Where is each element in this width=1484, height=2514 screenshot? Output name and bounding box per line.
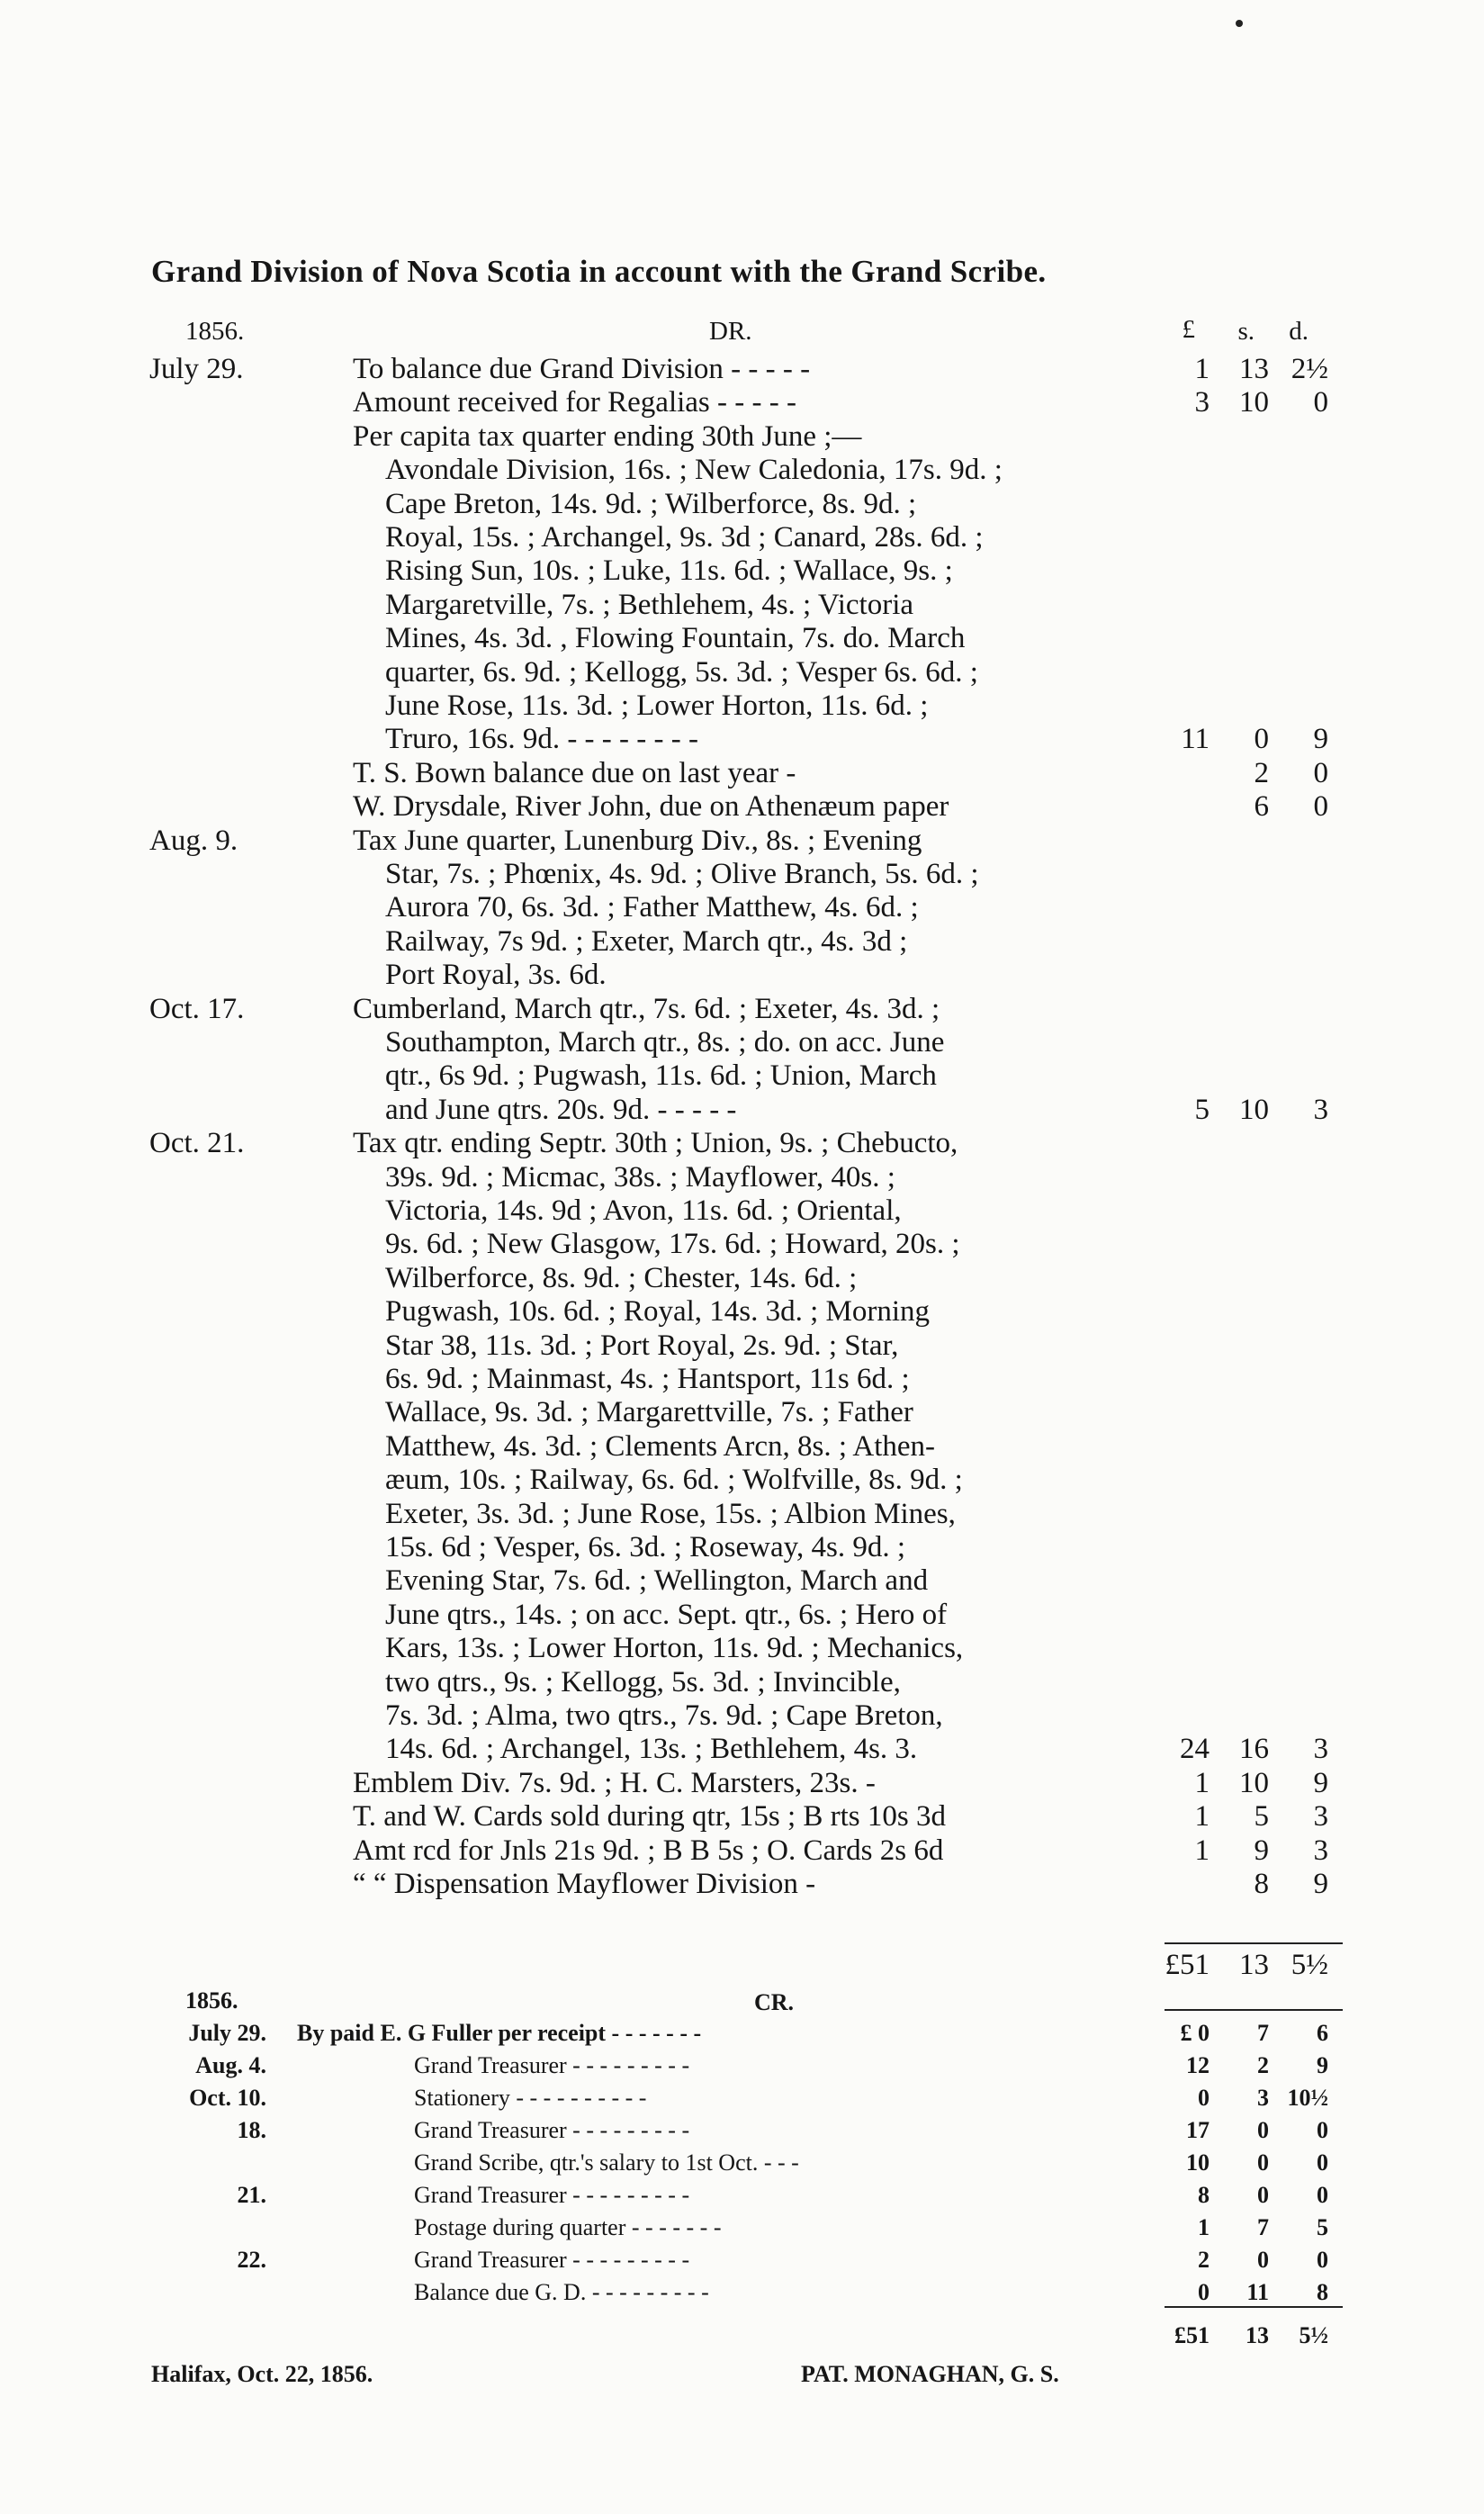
dr-entry-text-line: Port Royal, 3s. 6d. (385, 959, 607, 992)
dr-entry-text-line: 6s. 9d. ; Mainmast, 4s. ; Hantsport, 11s 6d. ; (385, 1363, 910, 1395)
dr-entry-date: Oct. 21. (149, 1127, 245, 1160)
dr-entry-text-line: June qtrs., 14s. ; on acc. Sept. qtr., 6s. ; Hero of (385, 1598, 948, 1631)
dr-amount-pence: 3 (1313, 1093, 1328, 1126)
cr-entry-text: Grand Treasurer - - - - - - - - - (414, 2117, 690, 2143)
dr-entry-text-line: 9s. 6d. ; New Glasgow, 17s. 6d. ; Howard, 20s. ; (385, 1228, 960, 1261)
cr-entry-text: Grand Treasurer - - - - - - - - - (414, 2182, 690, 2208)
dr-entry-text-line: Victoria, 14s. 9d ; Avon, 11s. 6d. ; Oriental, (385, 1194, 902, 1227)
dr-entry-text-line: Tax June quarter, Lunenburg Div., 8s. ; Evening (353, 824, 922, 857)
dr-entry-text-line: Avondale Division, 16s. ; New Caledonia, 17s. 9d. ; (385, 454, 1003, 487)
dr-entry-text-line: Kars, 13s. ; Lower Horton, 11s. 9d. ; Mechanics, (385, 1632, 964, 1665)
pence-column-header: d. (1289, 317, 1309, 346)
dr-amount-shillings: 5 (1254, 1800, 1269, 1834)
dr-amount-pence: 3 (1313, 1800, 1328, 1834)
dr-entry-text-line: Cumberland, March qtr., 7s. 6d. ; Exeter, 4s. 3d. ; (353, 992, 940, 1025)
cr-year: 1856. (185, 1987, 238, 2014)
cr-top-rule (1165, 2009, 1343, 2011)
cr-total-shillings: 13 (1246, 2322, 1269, 2348)
dr-entry-text-line: Truro, 16s. 9d. - - - - - - - - (385, 723, 698, 756)
cr-entry-text: Postage during quarter - - - - - - - (414, 2214, 722, 2240)
dr-entry-text-line: Aurora 70, 6s. 3d. ; Father Matthew, 4s. 6d. ; (385, 891, 919, 924)
dr-amount-pence: 9 (1313, 1868, 1328, 1900)
dr-entry-text-line: Emblem Div. 7s. 9d. ; H. C. Marsters, 23s. - (353, 1766, 876, 1799)
dr-amount-pence: 3 (1313, 1834, 1328, 1867)
dr-amount-pounds: 1 (1194, 1834, 1210, 1867)
cr-amount-pounds: 8 (1198, 2182, 1210, 2208)
account-title: Grand Division of Nova Scotia in account with the Grand Scribe. (151, 254, 1047, 289)
cr-amount-pounds: 12 (1186, 2052, 1210, 2078)
dr-amount-pence: 0 (1313, 756, 1328, 789)
dr-entry-text-line: Amt rcd for Jnls 21s 9d. ; B B 5s ; O. Cards 2s 6d (353, 1834, 944, 1867)
dr-entry-text-line: æum, 10s. ; Railway, 6s. 6d. ; Wolfville, 8s. 9d. ; (385, 1464, 963, 1497)
cr-entry-text: Grand Treasurer - - - - - - - - - (414, 2052, 690, 2078)
cr-amount-pence: 0 (1317, 2117, 1328, 2143)
cr-amount-pounds: 0 (1198, 2085, 1210, 2111)
dr-amount-pounds: 5 (1194, 1093, 1210, 1126)
dr-entry-text-line: Evening Star, 7s. 6d. ; Wellington, March and (385, 1564, 929, 1598)
cr-amount-pence: 6 (1317, 2020, 1328, 2046)
dr-entry-date: Aug. 9. (149, 824, 238, 857)
cr-amount-pounds: 10 (1186, 2149, 1210, 2176)
dr-entry-text-line: Per capita tax quarter ending 30th June ;— (353, 419, 862, 453)
cr-amount-shillings: 7 (1257, 2214, 1269, 2240)
cr-amount-pounds: 1 (1198, 2214, 1210, 2240)
dr-entry-text-line: Star, 7s. ; Phœnix, 4s. 9d. ; Olive Branch, 5s. 6d. ; (385, 858, 979, 890)
dr-entry-text-line: 14s. 6d. ; Archangel, 13s. ; Bethlehem, 4s. 3. (385, 1733, 918, 1766)
dr-amount-pounds: 1 (1194, 1766, 1210, 1799)
cr-amount-pence: 8 (1317, 2279, 1328, 2305)
dr-entry-text-line: Railway, 7s 9d. ; Exeter, March qtr., 4s. 3d ; (385, 924, 908, 958)
cr-amount-pounds: 0 (1198, 2279, 1210, 2305)
dr-total-rule (1165, 1942, 1343, 1944)
cr-entry-text: By paid E. G Fuller per receipt - - - - - - - (297, 2020, 702, 2046)
dr-amount-shillings: 16 (1239, 1733, 1269, 1766)
dr-amount-pence: 0 (1313, 386, 1328, 419)
cr-entry-date: Oct. 10. (189, 2085, 266, 2111)
dr-amount-pence: 2½ (1291, 353, 1328, 385)
dr-entry-text-line: T. S. Bown balance due on last year - (353, 756, 796, 789)
cr-amount-shillings: 2 (1257, 2052, 1269, 2078)
cr-total-pence: 5½ (1299, 2322, 1328, 2348)
dr-total-pence: 5½ (1291, 1949, 1328, 1981)
dr-entry-text-line: Rising Sun, 10s. ; Luke, 11s. 6d. ; Wallace, 9s. ; (385, 554, 953, 588)
dr-entry-text-line: Cape Breton, 14s. 9d. ; Wilberforce, 8s. 9d. ; (385, 487, 917, 520)
cr-amount-shillings: 3 (1257, 2085, 1269, 2111)
dr-entry-text-line: Pugwash, 10s. 6d. ; Royal, 14s. 3d. ; Morning (385, 1295, 931, 1329)
cr-amount-shillings: 0 (1257, 2182, 1269, 2208)
dr-amount-shillings: 9 (1254, 1834, 1269, 1867)
dr-entry-text-line: quarter, 6s. 9d. ; Kellogg, 5s. 3d. ; Vesper 6s. 6d. ; (385, 655, 978, 689)
cr-amount-shillings: 7 (1257, 2020, 1269, 2046)
dr-entry-text-line: Margaretville, 7s. ; Bethlehem, 4s. ; Victoria (385, 588, 914, 621)
dr-entry-text-line: Wilberforce, 8s. 9d. ; Chester, 14s. 6d. ; (385, 1261, 858, 1294)
dr-amount-pence: 9 (1313, 1766, 1328, 1799)
dr-total-shillings: 13 (1239, 1949, 1269, 1981)
dr-year: 1856. (185, 317, 245, 346)
dr-amount-pence: 3 (1313, 1733, 1328, 1766)
dr-amount-shillings: 10 (1239, 1766, 1269, 1799)
cr-entry-text: Stationery - - - - - - - - - - (414, 2085, 647, 2111)
dr-amount-shillings: 2 (1254, 756, 1269, 789)
dr-entry-text-line: June Rose, 11s. 3d. ; Lower Horton, 11s. 6d. ; (385, 689, 929, 722)
dr-entry-text-line: Exeter, 3s. 3d. ; June Rose, 15s. ; Albion Mines, (385, 1497, 956, 1530)
cr-entry-date: 21. (237, 2182, 266, 2208)
dr-amount-pounds: 11 (1181, 723, 1210, 756)
dr-entry-text-line: Star 38, 11s. 3d. ; Port Royal, 2s. 9d. ; Star, (385, 1329, 899, 1362)
dr-amount-pounds: 1 (1194, 353, 1210, 385)
cr-amount-shillings: 0 (1257, 2247, 1269, 2273)
dr-amount-pence: 0 (1313, 790, 1328, 824)
signature: PAT. MONAGHAN, G. S. (801, 2361, 1059, 2387)
cr-entry-date: Aug. 4. (195, 2052, 266, 2078)
dr-entry-text-line: W. Drysdale, River John, due on Athenæum paper (353, 790, 949, 824)
dr-entry-text-line: T. and W. Cards sold during qtr, 15s ; B rts 10s 3d (353, 1800, 946, 1834)
dr-heading: DR. (709, 317, 752, 346)
dr-entry-text-line: Royal, 15s. ; Archangel, 9s. 3d ; Canard, 28s. 6d. ; (385, 521, 984, 554)
ink-speck (1236, 20, 1243, 27)
cr-total-rule (1165, 2306, 1343, 2308)
dr-amount-pounds: 24 (1180, 1733, 1210, 1766)
cr-amount-pence: 9 (1317, 2052, 1328, 2078)
cr-entry-text: Balance due G. D. - - - - - - - - - (414, 2279, 709, 2305)
dr-amount-shillings: 10 (1239, 386, 1269, 419)
dr-entry-date: Oct. 17. (149, 992, 245, 1025)
cr-amount-pence: 0 (1317, 2149, 1328, 2176)
cr-total-pounds: £51 (1174, 2322, 1210, 2348)
dr-amount-pounds: 3 (1194, 386, 1210, 419)
cr-amount-pounds: £ 0 (1180, 2020, 1210, 2046)
cr-entry-date: July 29. (188, 2020, 266, 2046)
dr-entry-text-line: Wallace, 9s. 3d. ; Margarettville, 7s. ; Father (385, 1396, 913, 1429)
dr-entry-text-line: Matthew, 4s. 3d. ; Clements Arcn, 8s. ; Athen- (385, 1429, 936, 1463)
dr-entry-text-line: 15s. 6d ; Vesper, 6s. 3d. ; Roseway, 4s. 9d. ; (385, 1531, 905, 1563)
cr-amount-pence: 10½ (1287, 2085, 1328, 2111)
cr-entry-text: Grand Treasurer - - - - - - - - - (414, 2247, 690, 2273)
dr-entry-text-line: Southampton, March qtr., 8s. ; do. on acc. June (385, 1026, 945, 1059)
cr-amount-shillings: 0 (1257, 2149, 1269, 2176)
dr-amount-shillings: 6 (1254, 790, 1269, 824)
cr-amount-pence: 0 (1317, 2182, 1328, 2208)
dr-entry-text-line: Mines, 4s. 3d. , Flowing Fountain, 7s. do. March (385, 622, 966, 655)
dr-entry-text-line: and June qtrs. 20s. 9d. - - - - - (385, 1093, 737, 1126)
dr-amount-shillings: 10 (1239, 1093, 1269, 1126)
cr-amount-shillings: 0 (1257, 2117, 1269, 2143)
dr-amount-shillings: 8 (1254, 1868, 1269, 1900)
dr-amount-shillings: 0 (1254, 723, 1269, 756)
cr-amount-pounds: 17 (1186, 2117, 1210, 2143)
cr-amount-shillings: 11 (1246, 2279, 1269, 2305)
dr-amount-pounds: 1 (1194, 1800, 1210, 1834)
cr-amount-pounds: 2 (1198, 2247, 1210, 2273)
dr-entry-text-line: Amount received for Regalias - - - - - (353, 386, 796, 419)
cr-amount-pence: 0 (1317, 2247, 1328, 2273)
cr-entry-date: 18. (237, 2117, 266, 2143)
dr-entry-text-line: qtr., 6s 9d. ; Pugwash, 11s. 6d. ; Union, March (385, 1059, 937, 1093)
dr-entry-text-line: 39s. 9d. ; Micmac, 38s. ; Mayflower, 40s. ; (385, 1160, 895, 1194)
dr-entry-text-line: 7s. 3d. ; Alma, two qtrs., 7s. 9d. ; Cape Breton, (385, 1699, 943, 1732)
dr-amount-shillings: 13 (1239, 353, 1269, 385)
shillings-column-header: s. (1237, 317, 1255, 346)
cr-heading: CR. (754, 1989, 795, 2015)
dr-entry-text-line: “ “ Dispensation Mayflower Division - (353, 1868, 816, 1900)
dr-entry-text-line: To balance due Grand Division - - - - - (353, 353, 811, 385)
cr-entry-date: 22. (237, 2247, 266, 2273)
dr-entry-text-line: two qtrs., 9s. ; Kellogg, 5s. 3d. ; Invincible, (385, 1665, 901, 1699)
dr-entry-date: July 29. (149, 353, 244, 385)
place-date: Halifax, Oct. 22, 1856. (151, 2361, 373, 2387)
dr-total-pounds: £51 (1165, 1949, 1210, 1981)
dr-amount-pence: 9 (1313, 723, 1328, 756)
dr-entry-text-line: Tax qtr. ending Septr. 30th ; Union, 9s. ; Chebucto, (353, 1127, 958, 1160)
cr-amount-pence: 5 (1317, 2214, 1328, 2240)
cr-entry-text: Grand Scribe, qtr.'s salary to 1st Oct. - - - (414, 2149, 799, 2176)
pounds-column-header: £ (1182, 315, 1195, 344)
